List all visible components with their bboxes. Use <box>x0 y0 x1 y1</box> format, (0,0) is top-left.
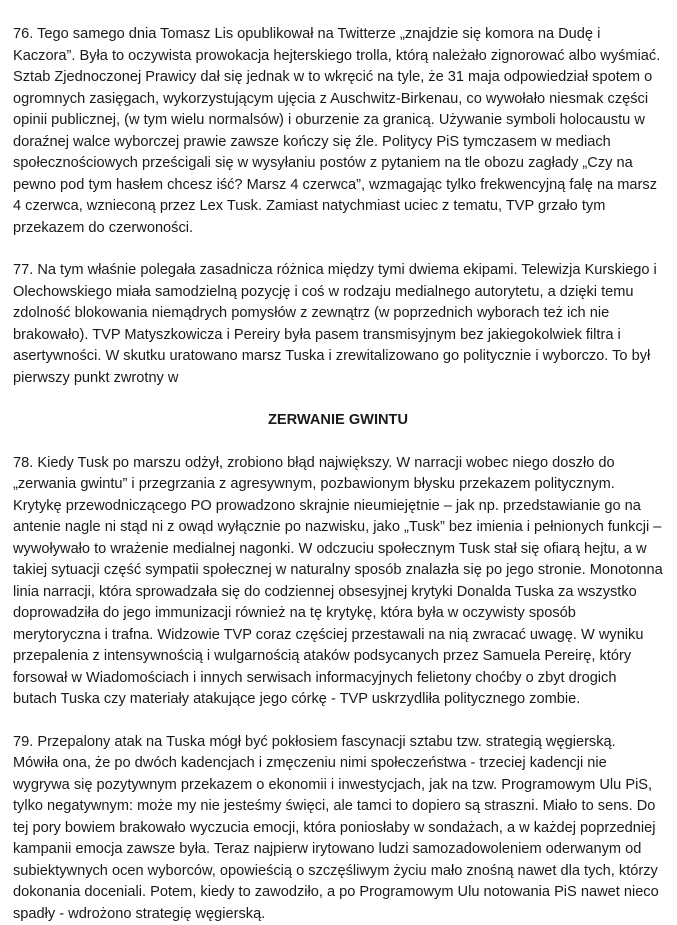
paragraph-gap <box>13 239 663 260</box>
paragraph-gap <box>13 711 663 732</box>
paragraph-77: 77. Na tym właśnie polegała zasadnicza różnica między tymi dwiema ekipami. Telewizja Kurskiego i Olechowskiego miała samodzielną pozycję i coś w rodzaju medialnego autorytetu, a dzięki temu zdolność blokowania niemądrych pomysłów z zewnątrz (w poprzednich wyborach też ich nie brakowało). TVP Matyszkowicza i Pereiry była pasem transmisyjnym bez jakiegokolwiek filtra i asertywności. W skutku uratowano marsz Tuska i zrewitalizowano go politycznie i wyborczo. To był pierwszy punkt zwrotny w <box>13 260 663 389</box>
paragraph-79: 79. Przepalony atak na Tuska mógł być pokłosiem fascynacji sztabu tzw. strategią węgierską. Mówiła ona, że po dwóch kadencjach i zmęczeniu nimi społeczeństwa - trzeciej kadencji nie wygrywa się pozytywnym przekazem o ekonomii i inwestycjach, jak na tzw. Programowym Ulu PiS, tylko negatywnym: może my nie jesteśmy święci, ale tamci to dopiero są straszni. Miało to sens. Do tej pory bowiem brakowało wyczucia emocji, która poniosłaby w sondażach, a w każdej poprzedniej kampanii emocja zawsze była. Teraz najpierw irytowano ludzi samozadowoleniem oderwanym od subiektywnych ocen wyborców, opowieścią o szczęśliwym życiu mało znośną nawet dla tych, którzy dokonania doceniali. Potem, kiedy to zawodziło, a po Programowym Ulu notowania PiS nawet nieco spadły - wdrożono strategię węgierską. <box>13 732 663 925</box>
section-heading: ZERWANIE GWINTU <box>13 410 663 432</box>
paragraph-78: 78. Kiedy Tusk po marszu odżył, zrobiono błąd największy. W narracji wobec niego doszło do „zerwania gwintu” i przegrzania z agresywnym, pozbawionym błysku przekazem politycznym. Krytykę przewodniczącego PO prowadzono skrajnie nieumiejętnie – jak np. przedstawianie go na antenie nagle ni stąd ni z owąd wyłącznie po nazwisku, jako „Tusk” bez imienia i pełnionych funkcji – wywoływało to wrażenie medialnej nagonki. W odczuciu społecznym Tusk stał się ofiarą hejtu, a w takiej sytuacji część sympatii społecznej w naturalny sposób znalazła się po jego stronie. Monotonna linia narracji, która sprowadzała się do codziennej obsesyjnej krytyki Donalda Tuska za wszystko doprowadziła do jego immunizacji również na tę krytykę, która była w oczywisty sposób merytoryczna i trafna. Widzowie TVP coraz częściej przestawali na nią zwracać uwagę. W wyniku przepalenia z intensywnością i wulgarnością ataków podsycanych przez Samuela Pereirę, który forsował w Wiadomościach i innych serwisach informacyjnych felietony choćby o zbyt drogich butach Tuska czy materiały atakujące jego córkę - TVP uskrzydliła politycznego zombie. <box>13 453 663 711</box>
paragraph-76: 76. Tego samego dnia Tomasz Lis opublikował na Twitterze „znajdzie się komora na Dudę i Kaczora”. Była to oczywista prowokacja hejterskiego trolla, którą należało zignorować albo wyśmiać. Sztab Zjednoczonej Prawicy dał się jednak w to wkręcić na tyle, że 31 maja odpowiedział spotem o ogromnych zasięgach, wykorzystującym ujęcia z Auschwitz-Birkenau, co wywołało niesmak części opinii publicznej, (w tym wielu normalsów) i oburzenie za granicą. Używanie symboli holocaustu w doraźnej walce wyborczej prawie zawsze kończy się źle. Politycy PiS tymczasem w mediach społecznościowych prześcigali się w wysyłaniu postów z pytaniem na tle obozu zagłady „Czy na pewno pod tym hasłem chcesz iść? Marsz 4 czerwca”, wzmagając tylko frekwencyjną falę na marsz 4 czerwca, wznieconą przez Lex Tusk. Zamiast natychmiast uciec z tematu, TVP grzało tym przekazem do czerwoności. <box>13 24 663 239</box>
paragraph-gap <box>13 389 663 410</box>
paragraph-gap <box>13 432 663 453</box>
